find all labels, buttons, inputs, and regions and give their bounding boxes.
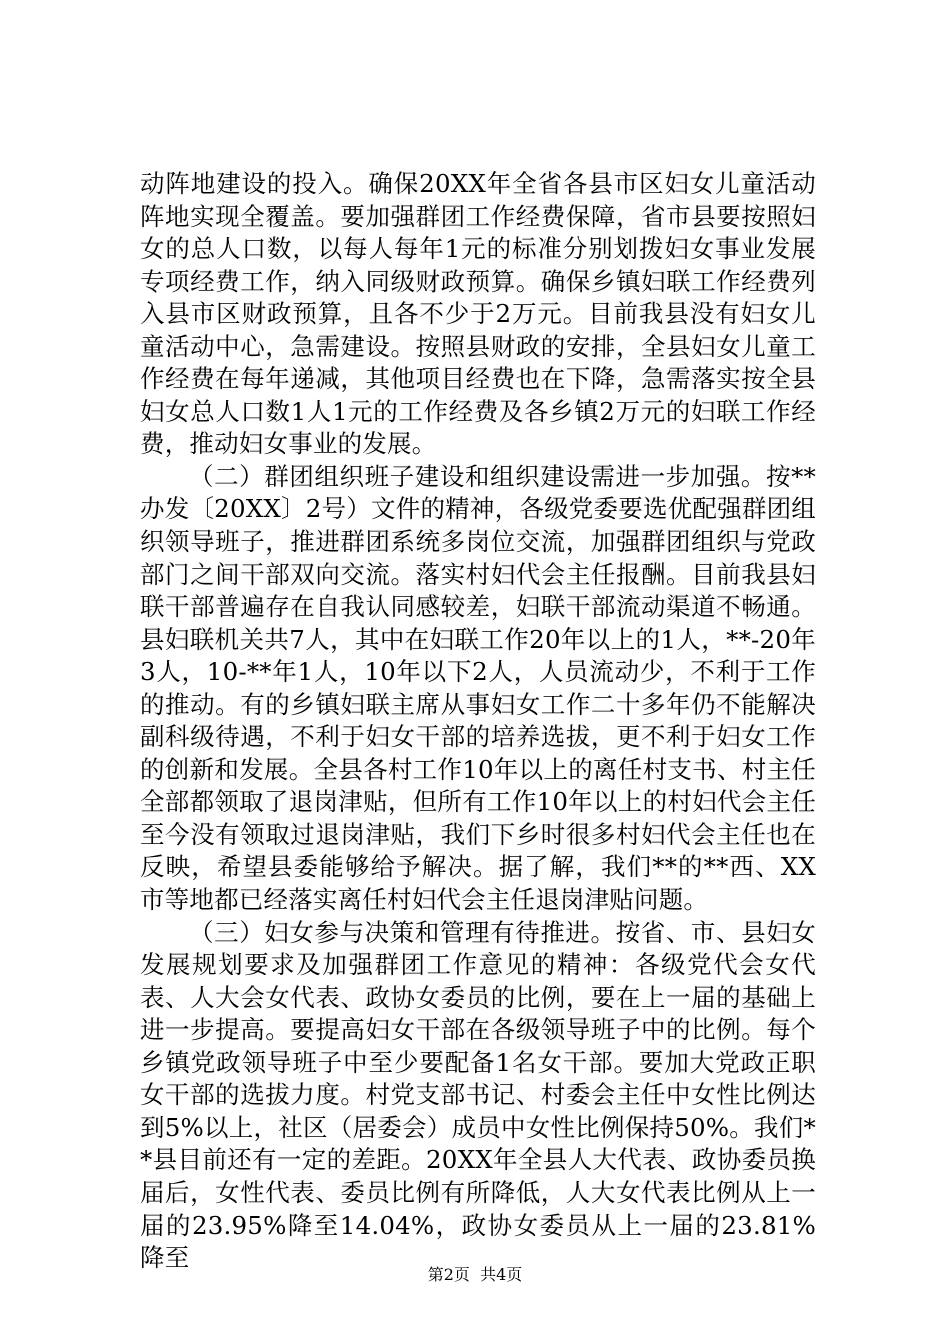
- page-number-footer: 第2页 共4页: [427, 1265, 523, 1284]
- paragraph-organization: （二）群团组织班子建设和组织建设需进一步加强。按**办发〔20XX〕2号）文件的精神，各级党委要选优配强群团组织领导班子，推进群团系统多岗位交流，加强群团组织与党政部门之间干部双向交流。落实村妇代会主任报酬。目前我县妇联干部普遍存在自我认同感较差，妇联干部流动渠道不畅通。县妇联机关共7人，其中在妇联工作20年以上的1人，**-20年3人，10-**年1人，10年以下2人，人员流动少，不利于工作的推动。有的乡镇妇联主席从事妇女工作二十多年仍不能解决副科级待遇，不利于妇女干部的培养选拔，更不利于妇女工作的创新和发展。全县各村工作10年以上的离任村支书、村主任全部都领取了退岗津贴，但所有工作10年以上的村妇代会主任至今没有领取过退岗津贴，我们下乡时很多村妇代会主任也在反映，希望县委能够给予解决。据了解，我们**的**西、XX市等地都已经落实离任村妇代会主任退岗津贴问题。: [140, 461, 816, 915]
- document-body: [140, 168, 816, 1275]
- paragraph-funding: 动阵地建设的投入。确保20XX年全省各县市区妇女儿童活动阵地实现全覆盖。要加强群团工作经费保障，省市县要按照妇女的总人口数，以每人每年1元的标准分别划拨妇女事业发展专项经费工作，纳入同级财政预算。确保乡镇妇联工作经费列入县市区财政预算，且各不少于2万元。目前我县没有妇女儿童活动中心，急需建设。按照县财政的安排，全县妇女儿童工作经费在每年递减，其他项目经费也在下降，急需落实按全县妇女总人口数1人1元的工作经费及各乡镇2万元的妇联工作经费，推动妇女事业的发展。: [140, 169, 816, 459]
- paragraph-decision-making: （三）妇女参与决策和管理有待推进。按省、市、县妇女发展规划要求及加强群团工作意见的精神：各级党代会女代表、人大会女代表、政协女委员的比例，要在上一届的基础上进一步提高。要提高妇女干部在各级领导班子中的比例。每个乡镇党政领导班子中至少要配备1名女干部。要加大党政正职女干部的选拔力度。村党支部书记、村委会主任中女性比例达到5%以上，社区（居委会）成员中女性比例保持50%。我们**县目前还有一定的差距。20XX年全县人大代表、政协委员换届后，女性代表、委员比例有所降低，人大女代表比例从上一届的23.95%降至14.04%，政协女委员从上一届的23.81%降至: [140, 917, 816, 1273]
